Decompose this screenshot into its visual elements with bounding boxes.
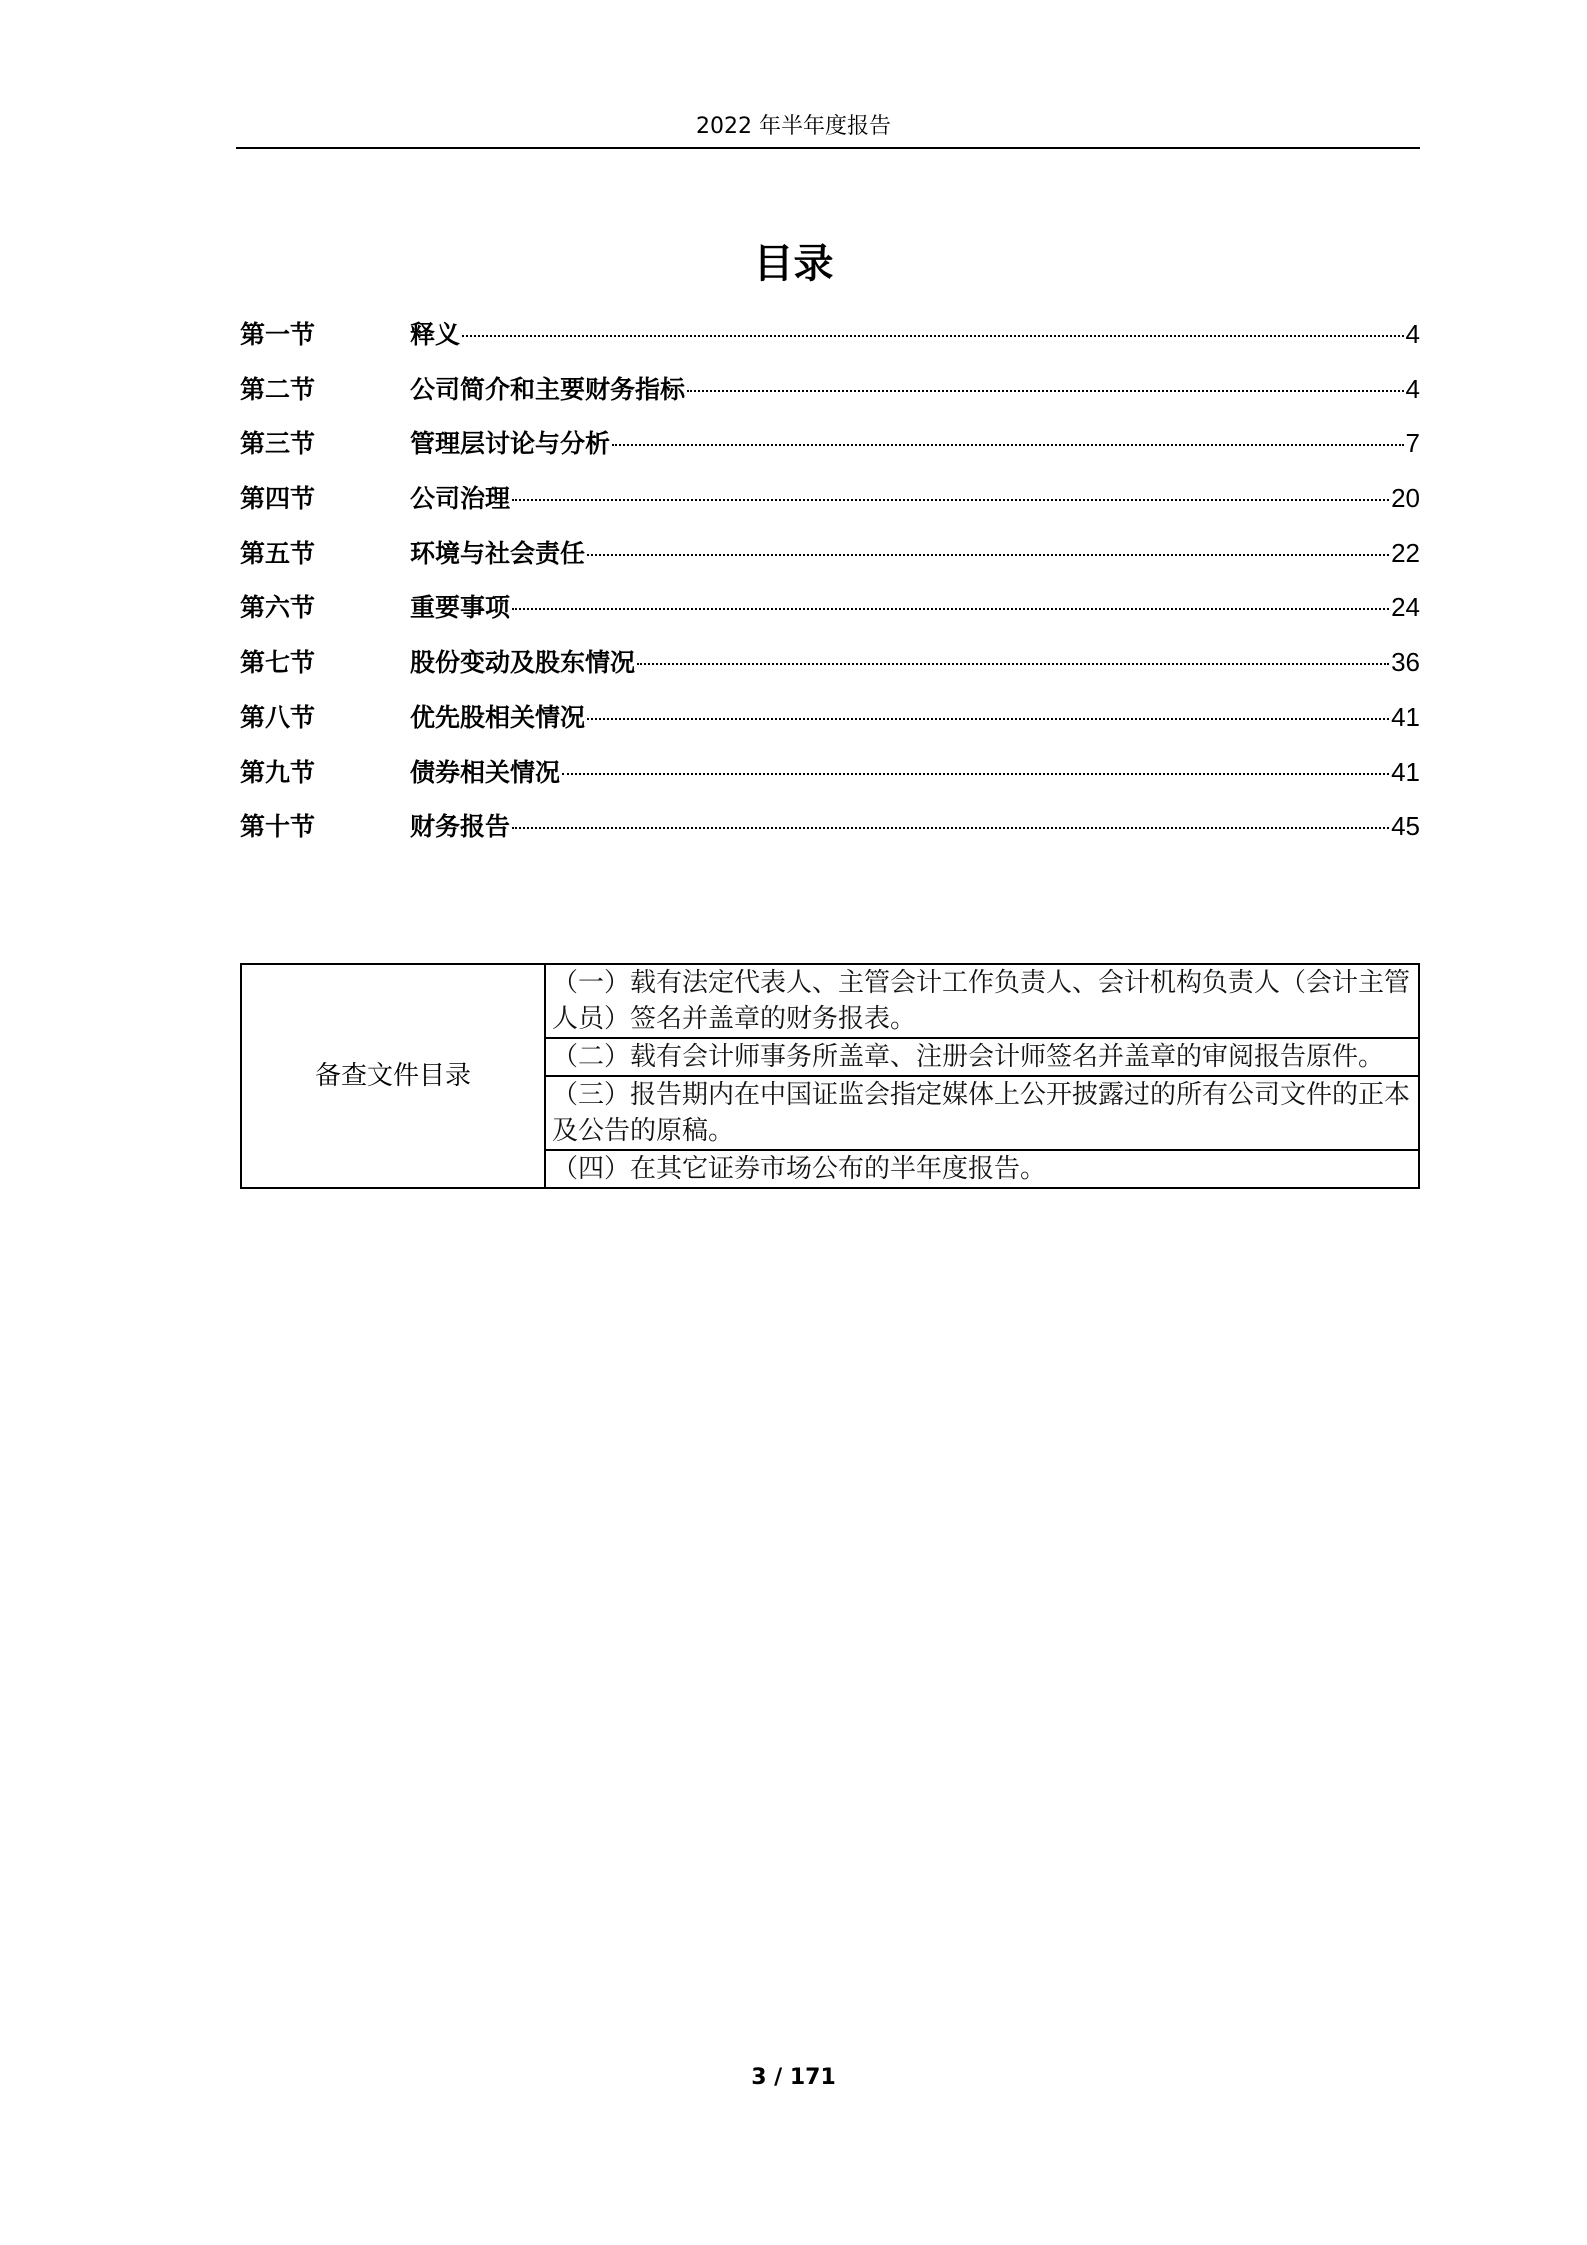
reference-document-item: （一）载有法定代表人、主管会计工作负责人、会计机构负责人（会计主管人员）签名并盖章的财务报表。 <box>545 964 1419 1038</box>
reference-document-item: （四）在其它证券市场公布的半年度报告。 <box>545 1150 1419 1188</box>
toc-entry-label[interactable]: 管理层讨论与分析 <box>410 429 611 459</box>
toc-page-number[interactable]: 24 <box>1391 592 1420 623</box>
toc-entry-label[interactable]: 财务报告 <box>410 812 511 842</box>
toc-dot-leader <box>562 773 1389 775</box>
toc-page-number[interactable]: 4 <box>1405 373 1420 404</box>
toc-row[interactable] <box>240 591 1420 646</box>
toc-dot-leader <box>612 444 1404 446</box>
toc-dot-leader <box>512 608 1389 610</box>
toc-entry-label[interactable]: 股份变动及股东情况 <box>410 648 636 678</box>
toc-dot-leader <box>637 663 1389 665</box>
toc-dot-leader <box>512 827 1389 829</box>
toc-entry-label[interactable]: 债券相关情况 <box>410 757 561 787</box>
reference-document-item: （三）报告期内在中国证监会指定媒体上公开披露过的所有公司文件的正本及公告的原稿。 <box>545 1076 1419 1150</box>
header-divider <box>236 147 1420 149</box>
reference-documents-heading: 备查文件目录 <box>241 964 545 1188</box>
toc-page-number[interactable]: 41 <box>1391 756 1420 787</box>
toc-entry-label[interactable]: 环境与社会责任 <box>410 538 586 568</box>
toc-page-number[interactable]: 41 <box>1391 701 1420 732</box>
toc-entry-label[interactable]: 释义 <box>410 320 461 349</box>
toc-section-number: 第八节 <box>240 702 316 732</box>
toc-section-number: 第七节 <box>240 648 316 678</box>
toc-page-number[interactable]: 20 <box>1391 483 1420 514</box>
toc-dot-leader <box>462 335 1404 337</box>
report-header-title: 2022 年半年度报告 <box>696 114 891 139</box>
toc-row[interactable] <box>240 537 1420 592</box>
toc-row[interactable] <box>240 646 1420 701</box>
toc-entry-label[interactable]: 优先股相关情况 <box>410 702 586 732</box>
toc-page-number[interactable]: 45 <box>1391 811 1420 842</box>
toc-section-number: 第一节 <box>240 320 316 349</box>
toc-dot-leader <box>587 554 1389 556</box>
toc-dot-leader <box>587 718 1389 720</box>
toc-dot-leader <box>687 390 1404 392</box>
toc-row[interactable] <box>240 427 1420 482</box>
page-title: 目录 <box>753 241 834 287</box>
toc-row[interactable] <box>240 701 1420 756</box>
toc-page-number[interactable]: 36 <box>1391 647 1420 678</box>
toc-entry-label[interactable]: 公司简介和主要财务指标 <box>410 374 686 404</box>
toc-section-number: 第二节 <box>240 374 316 404</box>
toc-row[interactable] <box>240 482 1420 537</box>
toc-row[interactable] <box>240 756 1420 811</box>
toc-entry-label[interactable]: 公司治理 <box>410 484 511 514</box>
reference-document-item: （二）载有会计师事务所盖章、注册会计师签名并盖章的审阅报告原件。 <box>545 1038 1419 1076</box>
toc-entry-label[interactable]: 重要事项 <box>410 593 511 623</box>
toc-page-number[interactable]: 4 <box>1405 319 1420 349</box>
toc-section-number: 第九节 <box>240 757 316 787</box>
toc-section-number: 第五节 <box>240 538 316 568</box>
toc-row[interactable] <box>240 810 1420 865</box>
toc-row[interactable] <box>240 318 1420 373</box>
toc-section-number: 第六节 <box>240 593 316 623</box>
toc-page-number[interactable]: 7 <box>1405 428 1420 459</box>
table-of-contents <box>240 318 1420 865</box>
toc-section-number: 第三节 <box>240 429 316 459</box>
toc-dot-leader <box>512 499 1389 501</box>
toc-section-number: 第十节 <box>240 812 316 842</box>
toc-page-number[interactable]: 22 <box>1391 537 1420 568</box>
page-number-footer: 3 / 171 <box>751 2065 836 2090</box>
reference-documents-table <box>240 963 1420 1189</box>
table-row <box>241 964 1419 1038</box>
toc-row[interactable] <box>240 373 1420 428</box>
toc-section-number: 第四节 <box>240 484 316 514</box>
